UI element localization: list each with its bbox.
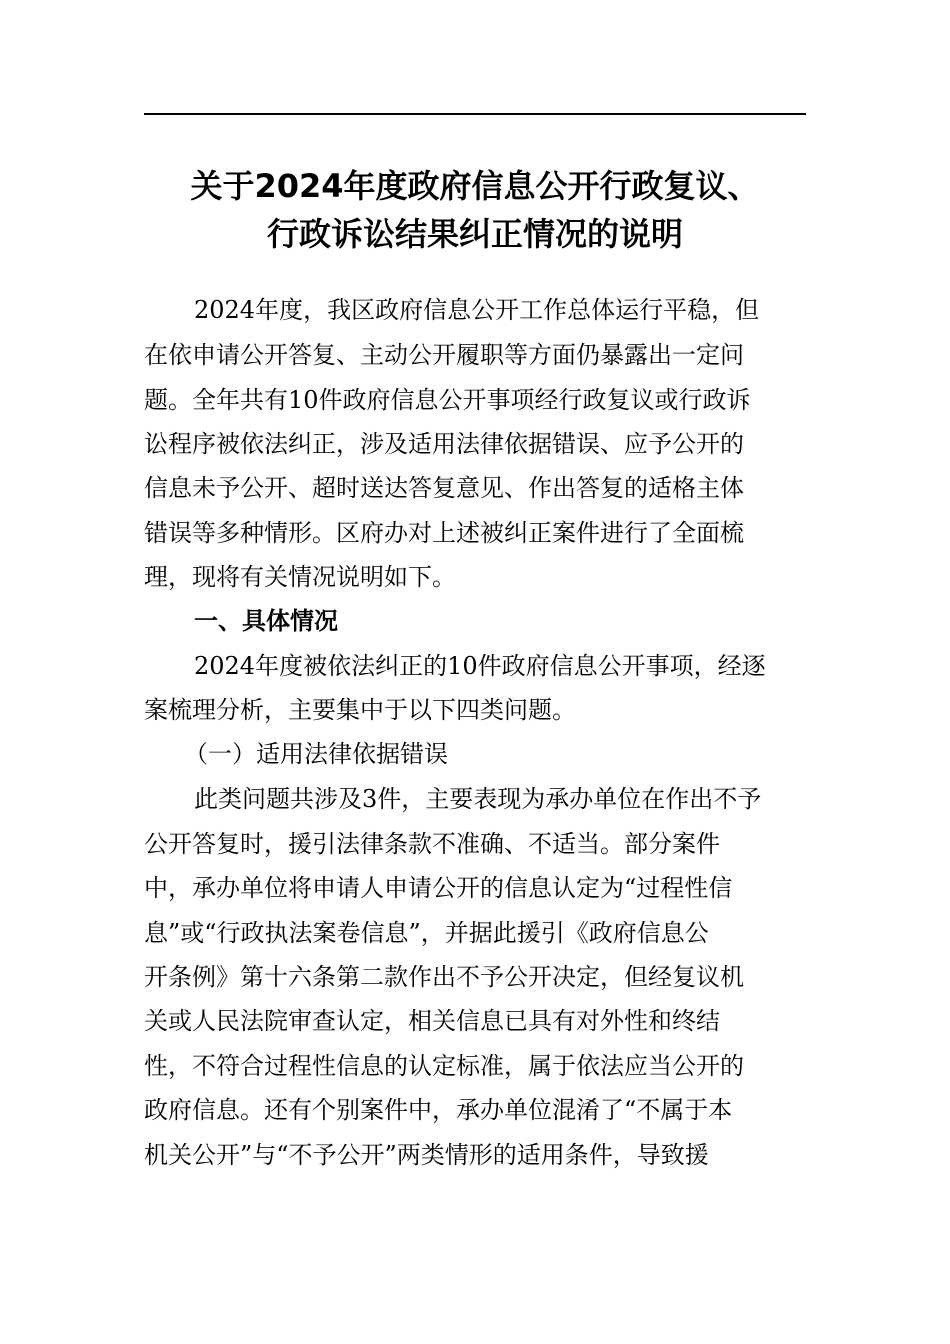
subsection-1-line-8: 政府信息。还有个别案件中，承办单位混淆了“不属于本 — [144, 1096, 733, 1124]
section-1-line-1: 2024年度被依法纠正的10件政府信息公开事项，经逐 — [194, 652, 766, 680]
subsection-1-line-6: 关或人民法院审查认定，相关信息已具有对外性和终结 — [144, 1007, 720, 1035]
subsection-1-line-7: 性，不符合过程性信息的认定标准，属于依法应当公开的 — [144, 1052, 744, 1080]
intro-line-7: 理，现将有关情况说明如下。 — [144, 563, 456, 591]
subsection-1-line-9: 机关公开”与“不予公开”两类情形的适用条件，导致援 — [144, 1141, 709, 1169]
intro-line-3: 题。全年共有10件政府信息公开事项经行政复议或行政诉 — [144, 386, 751, 414]
intro-line-1: 2024年度，我区政府信息公开工作总体运行平稳，但 — [194, 296, 760, 324]
intro-line-5: 信息未予公开、超时送达答复意见、作出答复的适格主体 — [144, 474, 744, 502]
subsection-1-line-1: 此类问题共涉及3件，主要表现为承办单位在作出不予 — [194, 785, 762, 813]
subsection-1-heading: （一）适用法律依据错误 — [184, 740, 448, 768]
subsection-1-line-5: 开条例》第十六条第二款作出不予公开决定，但经复议机 — [144, 963, 744, 991]
section-1-line-2: 案梳理分析，主要集中于以下四类问题。 — [144, 696, 576, 724]
subsection-1-line-4: 息”或“行政执法案卷信息”，并据此援引《政府信息公 — [144, 919, 709, 947]
intro-line-4: 讼程序被依法纠正，涉及适用法律依据错误、应予公开的 — [144, 430, 744, 458]
document-title-line-2: 行政诉讼结果纠正情况的说明 — [266, 215, 683, 253]
intro-line-6: 错误等多种情形。区府办对上述被纠正案件进行了全面梳 — [144, 519, 744, 547]
subsection-1-line-3: 中，承办单位将申请人申请公开的信息认定为“过程性信 — [144, 874, 733, 902]
intro-line-2: 在依申请公开答复、主动公开履职等方面仍暴露出一定问 — [144, 341, 744, 369]
document-title-line-1: 关于2024年度政府信息公开行政复议、 — [190, 167, 760, 205]
subsection-1-line-2: 公开答复时，援引法律条款不准确、不适当。部分案件 — [144, 830, 720, 858]
section-1-heading: 一、具体情况 — [194, 607, 338, 635]
top-divider — [144, 113, 806, 115]
